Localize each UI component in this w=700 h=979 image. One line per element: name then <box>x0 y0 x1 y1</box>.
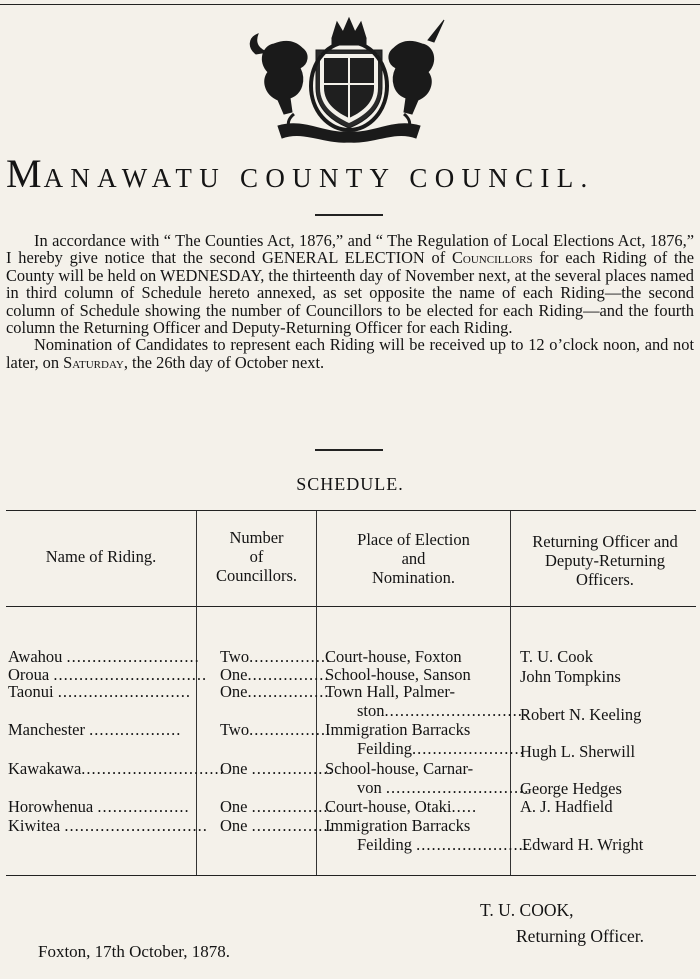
table-row-riding <box>8 647 200 666</box>
dot-leader: ..... <box>451 797 478 816</box>
header-number-line-3: Councillors. <box>215 566 298 585</box>
riding-name: Oroua <box>8 665 50 684</box>
dot-leader: ............................ <box>64 816 208 835</box>
dot-leader: ............................ <box>81 759 225 778</box>
table-row-number <box>220 759 334 778</box>
table-row-officer: Robert N. Keeling <box>520 705 642 724</box>
header-officer-line-1: Returning Officer and <box>532 532 678 551</box>
table-row-officer: John Tompkins <box>520 667 621 686</box>
header-place-line-2: and <box>401 549 426 568</box>
dot-leader: ................ <box>249 647 332 666</box>
top-rule <box>0 4 700 5</box>
notice-paragraph-1 <box>6 232 694 336</box>
dot-leader: .............................. <box>53 665 208 684</box>
header-officer-line-3: Officers. <box>576 570 634 589</box>
dot-leader: ................ <box>247 665 330 684</box>
councillor-count: One <box>220 759 248 778</box>
dot-leader: ............................ <box>385 778 530 797</box>
notice-body <box>6 232 694 371</box>
header-place-line-3: Nomination. <box>372 568 455 587</box>
table-row-place-cont <box>357 739 525 758</box>
dot-leader: .......................... <box>66 647 200 666</box>
table-row-riding <box>8 720 182 739</box>
dot-leader: .................. <box>89 720 182 739</box>
schedule-bottom-border <box>6 875 696 876</box>
para2-text-b: , the 26th day of October next. <box>123 352 325 372</box>
royal-crest-icon <box>244 14 454 146</box>
riding-name: Manchester <box>8 720 85 739</box>
title-rule <box>315 214 383 216</box>
para2-smallcaps: Saturday <box>63 352 124 372</box>
table-row-number <box>220 682 330 701</box>
dot-leader: ................ <box>251 797 334 816</box>
place-name: Court-house, Otaki <box>325 797 452 816</box>
table-row-place: Immigration Barracks <box>325 720 471 739</box>
councillor-count: One <box>220 816 248 835</box>
dot-leader: ................ <box>251 816 334 835</box>
table-row-officer: George Hedges <box>520 779 622 798</box>
title-rest: ANAWATU COUNTY COUNCIL. <box>43 163 595 193</box>
riding-name: Horowhenua <box>8 797 94 816</box>
table-row-place-cont <box>357 778 530 797</box>
dot-leader: ................ <box>249 720 332 739</box>
para1-smallcaps: Councillors <box>451 248 533 268</box>
schedule-top-border <box>6 510 696 511</box>
riding-name: Kawakawa <box>8 759 82 778</box>
table-row-number <box>220 720 332 739</box>
dot-leader: ...................... <box>412 739 525 758</box>
riding-name: Kiwitea <box>8 816 61 835</box>
councillor-count: One <box>220 665 248 684</box>
dot-leader: .......................... <box>57 682 191 701</box>
table-row-place: School-house, Sanson <box>325 665 471 684</box>
councillor-count: Two <box>220 720 250 739</box>
para2-text-a: Nomination of Candidates to represent each Riding will be received up to 12 o’clock noon, and not later, on <box>6 335 694 372</box>
table-row-place-cont <box>357 701 529 720</box>
councillor-count: Two <box>220 647 250 666</box>
header-number-line-2: of <box>249 547 264 566</box>
table-row-riding <box>8 797 190 816</box>
header-riding: Name of Riding. <box>45 547 157 566</box>
councillor-count: One <box>220 797 248 816</box>
para1-text-a: In accordance with “ The Counties Act, 1876,” and “ The Regulation of Local Elections Act, 1876,” I hereby give notice that the second GENERAL ELECTION of <box>6 231 694 268</box>
place-date: Foxton, 17th October, 1878. <box>38 942 230 961</box>
table-row-riding <box>8 816 208 835</box>
table-row-number <box>220 647 332 666</box>
table-row-place: Town Hall, Palmer- <box>325 682 456 701</box>
header-place <box>317 530 510 587</box>
table-row-number <box>220 797 334 816</box>
body-rule <box>315 449 383 451</box>
dot-leader: ................ <box>247 682 330 701</box>
dot-leader: ................ <box>251 759 334 778</box>
dot-leader: .................. <box>97 797 190 816</box>
header-officer-line-2: Deputy-Returning <box>544 551 666 570</box>
dot-leader: ............................ <box>384 701 529 720</box>
dot-leader: ...................... <box>416 835 529 854</box>
notice-title <box>6 150 696 196</box>
table-row-place-cont <box>357 835 529 854</box>
table-row-place: School-house, Carnar- <box>325 759 474 778</box>
table-row-riding <box>8 682 191 701</box>
signer-name: T. U. COOK, <box>480 900 574 920</box>
table-row-officer: Hugh L. Sherwill <box>520 742 636 761</box>
table-row-officer: Edward H. Wright <box>522 835 644 854</box>
schedule-title: SCHEDULE. <box>296 474 404 494</box>
notice-paragraph-2 <box>6 336 694 371</box>
table-row-officer: A. J. Hadfield <box>520 797 613 816</box>
place-continuation: Feilding <box>357 835 413 854</box>
riding-name: Awahou <box>8 647 63 666</box>
table-row-place <box>325 797 478 816</box>
header-number <box>197 528 316 585</box>
place-continuation: Feilding <box>357 739 413 758</box>
table-row-number <box>220 816 334 835</box>
table-row-place: Court-house, Foxton <box>325 647 462 666</box>
header-number-line-1: Number <box>229 528 284 547</box>
table-row-officer: T. U. Cook <box>520 647 594 666</box>
para1-text-b: for each Riding of the County will be held on WEDNESDAY, the thirteenth day of November next, at the several places named in third column of Schedule hereto annexed, as set opposite the name of each Riding—the second column of Schedule showing the number of Councillors to be elected for each Riding—and the fourth column the Returning Officer and Deputy-Returning Officer for each Riding. <box>6 248 694 338</box>
table-row-place: Immigration Barracks <box>325 816 471 835</box>
title-initial: M <box>6 151 44 196</box>
header-officer <box>511 532 699 589</box>
header-place-line-1: Place of Election <box>357 530 470 549</box>
table-row-riding <box>8 759 225 778</box>
place-continuation: ston <box>357 701 385 720</box>
councillor-count: One <box>220 682 248 701</box>
riding-name: Taonui <box>8 682 54 701</box>
schedule-header-divider <box>6 606 696 607</box>
place-continuation: von <box>357 778 382 797</box>
signer-title: Returning Officer. <box>516 926 644 946</box>
